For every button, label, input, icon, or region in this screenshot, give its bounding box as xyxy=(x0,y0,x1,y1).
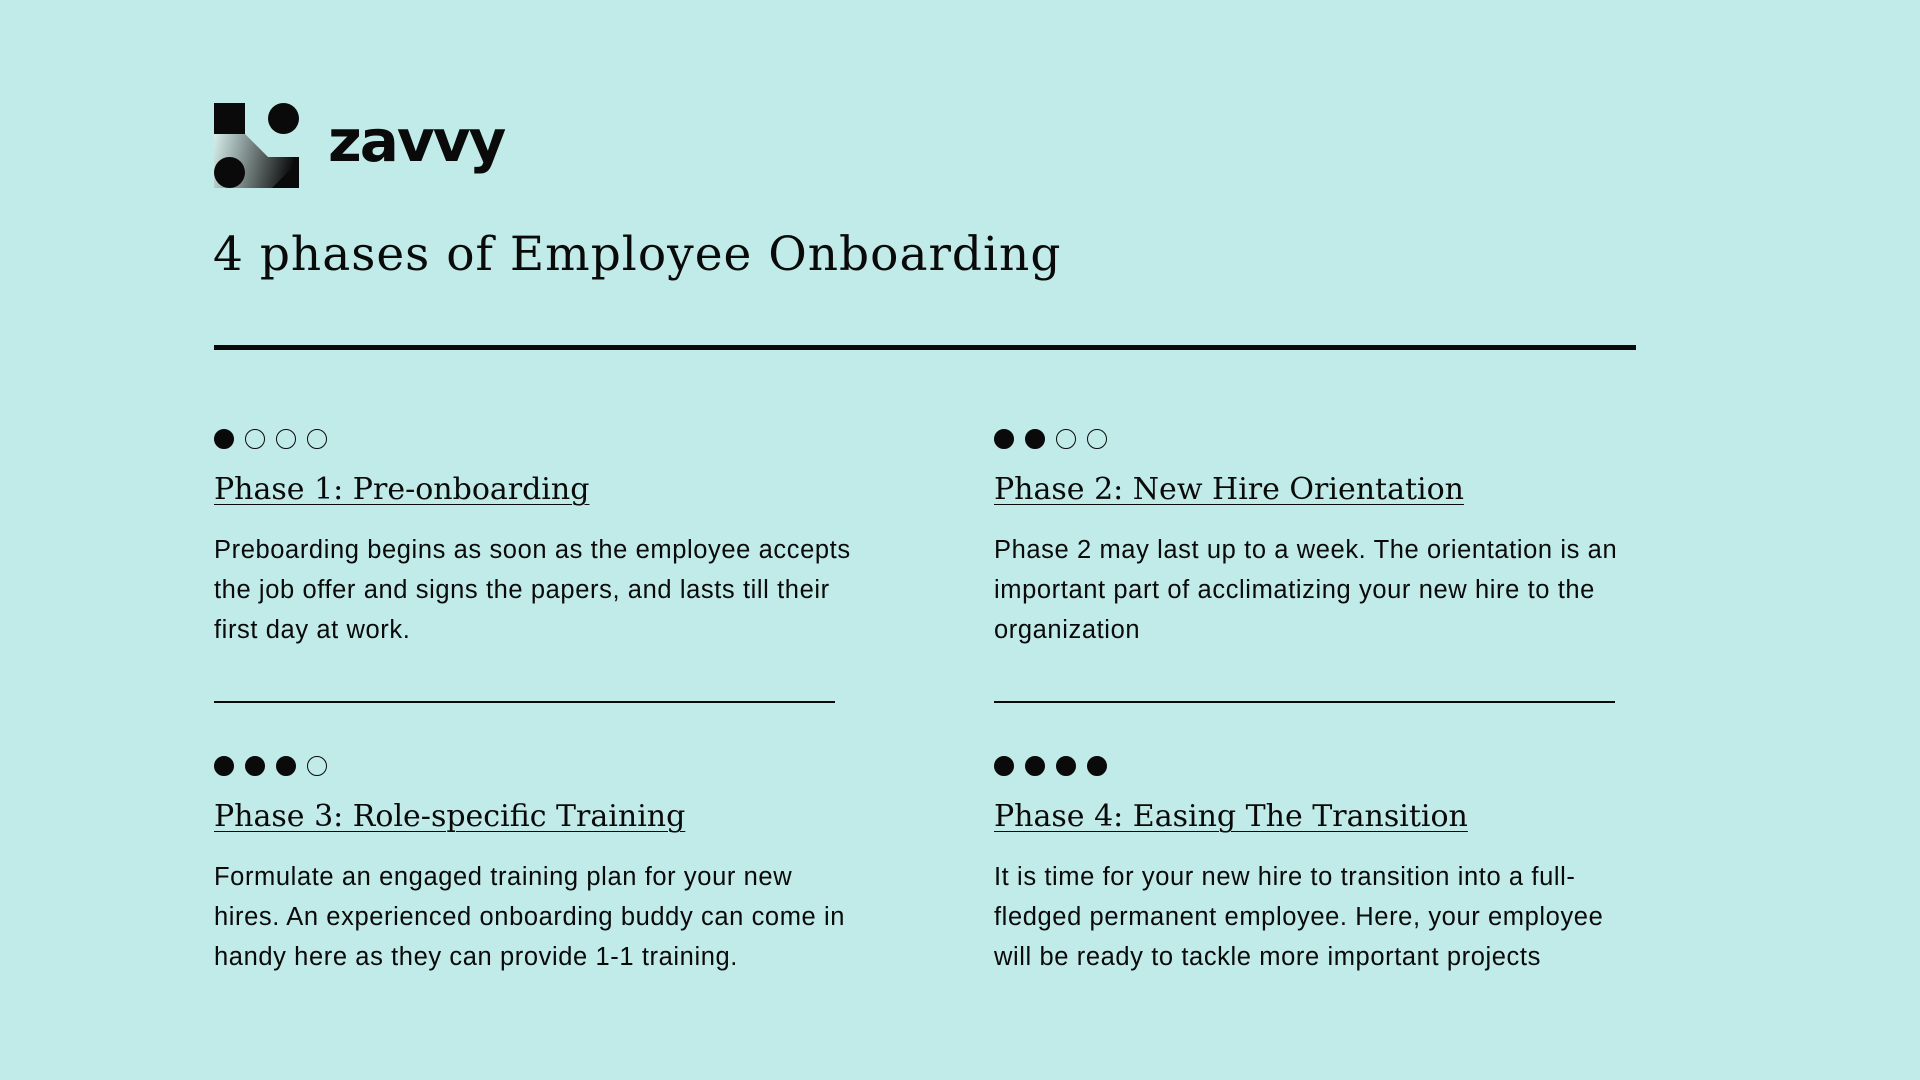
phase-title-link[interactable]: Phase 4: Easing The Transition xyxy=(994,799,1468,834)
phase-title-link[interactable]: Phase 3: Role-specific Training xyxy=(214,799,686,834)
phase-title-link[interactable]: Phase 2: New Hire Orientation xyxy=(994,472,1464,507)
phase-progress-dots xyxy=(994,428,1644,450)
phase-divider xyxy=(214,701,835,703)
phase-description: It is time for your new hire to transition into a full-fledged permanent employee. Here, your employee will be ready to tackle more important projects xyxy=(994,863,1604,971)
progress-dot-filled xyxy=(245,756,265,776)
progress-dot-filled xyxy=(214,756,234,776)
progress-dot-filled xyxy=(994,756,1014,776)
phase-divider xyxy=(994,701,1615,703)
progress-dot-empty xyxy=(245,429,265,449)
phase-progress-dots xyxy=(994,755,1644,777)
progress-dot-empty xyxy=(307,429,327,449)
phase-card-3 xyxy=(214,755,864,977)
progress-dot-empty xyxy=(1087,429,1107,449)
progress-dot-filled xyxy=(276,756,296,776)
page-title: 4 phases of Employee Onboarding xyxy=(213,227,1062,282)
phase-progress-dots xyxy=(214,428,864,450)
progress-dot-filled xyxy=(1087,756,1107,776)
phase-progress-dots xyxy=(214,755,864,777)
progress-dot-filled xyxy=(214,429,234,449)
progress-dot-empty xyxy=(276,429,296,449)
title-divider xyxy=(214,345,1636,350)
progress-dot-empty xyxy=(307,756,327,776)
brand-logo xyxy=(214,103,504,188)
progress-dot-filled xyxy=(1025,429,1045,449)
phase-description: Formulate an engaged training plan for your new hires. An experienced onboarding buddy can come in handy here as they can provide 1-1 training. xyxy=(214,863,846,971)
phase-card-4 xyxy=(994,755,1644,977)
phase-description: Preboarding begins as soon as the employee accepts the job offer and signs the papers, and lasts till their first day at work. xyxy=(214,536,851,644)
zavvy-logo-icon xyxy=(214,103,299,188)
phase-description: Phase 2 may last up to a week. The orientation is an important part of acclimatizing your new hire to the organization xyxy=(994,536,1618,644)
phase-card-2 xyxy=(994,428,1644,650)
brand-name: zavvy xyxy=(328,106,505,175)
progress-dot-filled xyxy=(1056,756,1076,776)
progress-dot-filled xyxy=(1025,756,1045,776)
progress-dot-empty xyxy=(1056,429,1076,449)
phase-title-link[interactable]: Phase 1: Pre-onboarding xyxy=(214,472,590,507)
phase-card-1 xyxy=(214,428,864,650)
progress-dot-filled xyxy=(994,429,1014,449)
